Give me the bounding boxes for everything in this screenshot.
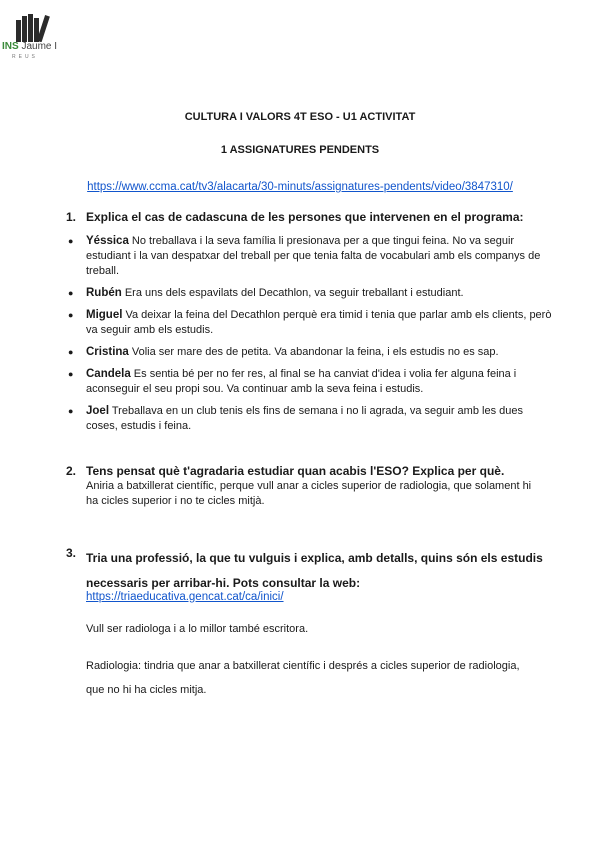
question-1 xyxy=(66,210,546,225)
doc-subtitle: 1 ASSIGNATURES PENDENTS xyxy=(220,144,380,156)
person-description: No treballava i la seva família li presionava per a que tingui feina. No va seguir estudiant i la van despatxar del treball per que tenia falta de vocabulari amb els companys de treball. xyxy=(86,235,541,277)
question-text: Tria una professió, la que tu vulguis i explica, amb detalls, quins són els estudis necessaris per arribar-hi. Pots consultar la web: xyxy=(86,551,543,590)
question-number: 2. xyxy=(66,464,77,478)
bullet-icon: ● xyxy=(68,288,74,298)
person-name: Joel xyxy=(86,405,110,417)
bullet-icon: ● xyxy=(68,236,74,246)
answer-text: Aniria a batxillerat científic, perque vull anar a cicles superior de radiologia, que solament hi ha cicles superior i no te cicles mitjà. xyxy=(86,480,532,507)
list-item xyxy=(66,286,552,301)
answer-paragraph: Vull ser radiologa i a lo millor també escritora. xyxy=(86,623,309,635)
logo-subtext: REUS xyxy=(12,54,38,60)
bullet-icon: ● xyxy=(68,310,74,320)
person-description: Es sentia bé per no fer res, al final se ha canviat d'idea i volia fer alguna feina i aconseguir el seu propi sou. Va continuar amb la seva feina i estudis. xyxy=(86,368,517,395)
person-name: Cristina xyxy=(86,346,129,358)
question-2 xyxy=(66,464,546,509)
question-text: Explica el cas de cadascuna de les persones que intervenen en el programa: xyxy=(86,210,524,224)
person-description: Volia ser mare des de petita. Va abandonar la feina, i els estudis no es sap. xyxy=(128,346,499,358)
doc-title: CULTURA I VALORS 4T ESO - U1 ACTIVITAT xyxy=(184,111,416,123)
bullet-icon: ● xyxy=(68,369,74,379)
video-link-wrapper xyxy=(0,177,600,195)
video-link[interactable]: https://www.ccma.cat/tv3/alacarta/30-minuts/assignatures-pendents/video/3847310/ xyxy=(87,181,513,193)
person-description: Va deixar la feina del Decathlon perquè era timid i tenia que parlar amb els clients, però va seguir amb els estudis. xyxy=(86,309,552,336)
bullet-icon: ● xyxy=(68,347,74,357)
person-name: Miguel xyxy=(86,309,123,321)
question-number: 1. xyxy=(66,210,77,224)
people-list xyxy=(66,234,552,441)
list-item xyxy=(66,345,552,360)
school-logo xyxy=(2,12,72,60)
question-text: Tens pensat què t'agradaria estudiar quan acabis l'ESO? Explica per què. xyxy=(86,464,505,478)
answer-paragraph: Radiologia: tindria que anar a batxillerat científic i després a cicles superior de radiologia, que no hi ha cicles mitja. xyxy=(86,660,520,696)
person-name: Rubén xyxy=(86,287,122,299)
question-3 xyxy=(66,546,546,596)
person-name: Candela xyxy=(86,368,131,380)
triaeducativa-link[interactable]: https://triaeducativa.gencat.cat/ca/inici/ xyxy=(86,591,284,603)
books-icon xyxy=(14,12,54,42)
person-name: Yéssica xyxy=(86,235,129,247)
bullet-icon: ● xyxy=(68,406,74,416)
person-description: Treballava en un club tenis els fins de semana i no li agrada, va seguir amb les dues coses, estudis i feina. xyxy=(86,405,523,432)
list-item xyxy=(66,367,552,397)
list-item xyxy=(66,308,552,338)
list-item xyxy=(66,404,552,434)
list-item xyxy=(66,234,552,279)
question-number: 3. xyxy=(66,546,77,560)
person-description: Era uns dels espavilats del Decathlon, va seguir treballant i estudiant. xyxy=(121,287,464,299)
logo-text: INS Jaume I xyxy=(2,41,58,52)
